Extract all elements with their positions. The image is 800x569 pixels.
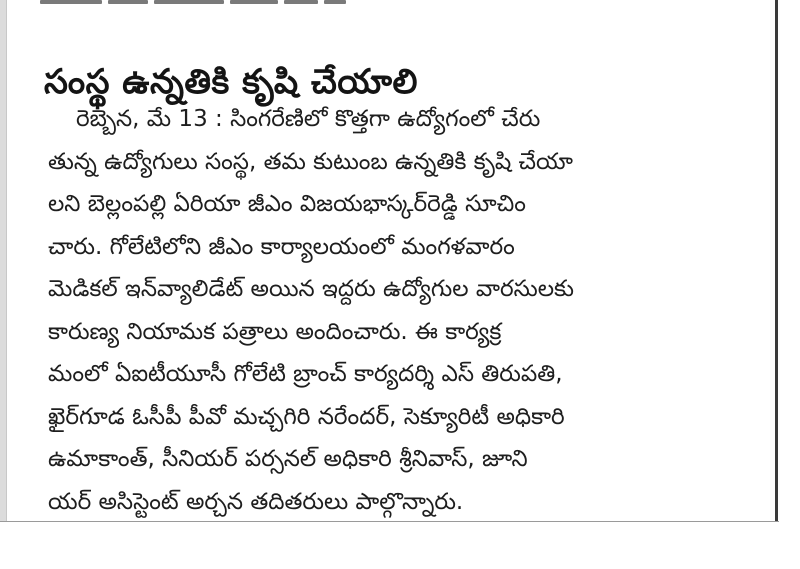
article-body — [48, 98, 748, 523]
right-column-rule — [775, 0, 778, 522]
article-line: మంలో ఏఐటీయూసీ గోలేటి బ్రాంచ్ కార్యదర్శి ఎస్ తిరుపతి, — [48, 361, 563, 387]
article-line: కారుణ్య నియామక పత్రాలు అందించారు. ఈ కార్యక్ర — [48, 318, 502, 345]
cropped-previous-line — [40, 0, 400, 8]
article-line: చారు. గోలేటిలోని జీఎం కార్యాలయంలో మంగళవారం — [48, 233, 515, 260]
article-line: ఉమాకాంత్, సీనియర్ పర్సనల్ అధికారి శ్రీనివాస్, జూని — [48, 446, 528, 472]
article-line: రెబ్బెన, మే 13 : సింగరేణిలో కొత్తగా ఉద్యోగంలో చేరు — [76, 106, 541, 132]
article-line: లని బెల్లంపల్లి ఏరియా జీఎం విజయభాస్కర్‌రెడ్డి సూచిం — [48, 191, 526, 217]
article-line: ఖైర్‌గూడ ఓసీపీ పీవో మచ్చగిరి నరేందర్, సెక్యూరిటీ అధికారి — [48, 403, 565, 430]
article-line: తున్న ఉద్యోగులు సంస్థ, తమ కుటుంబ ఉన్నతికి కృషి చేయా — [48, 148, 573, 175]
article-headline: సంస్థ ఉన్నతికి కృషి చేయాలి — [44, 61, 418, 102]
left-column-rule — [0, 0, 7, 522]
article-line: మెడికల్ ఇన్‌వ్యాలిడేట్ అయిన ఇద్దరు ఉద్యోగుల వారసులకు — [48, 276, 574, 302]
article-line: యర్ అసిస్టెంట్ అర్చన తదితరులు పాల్గొన్నారు. — [48, 488, 464, 515]
